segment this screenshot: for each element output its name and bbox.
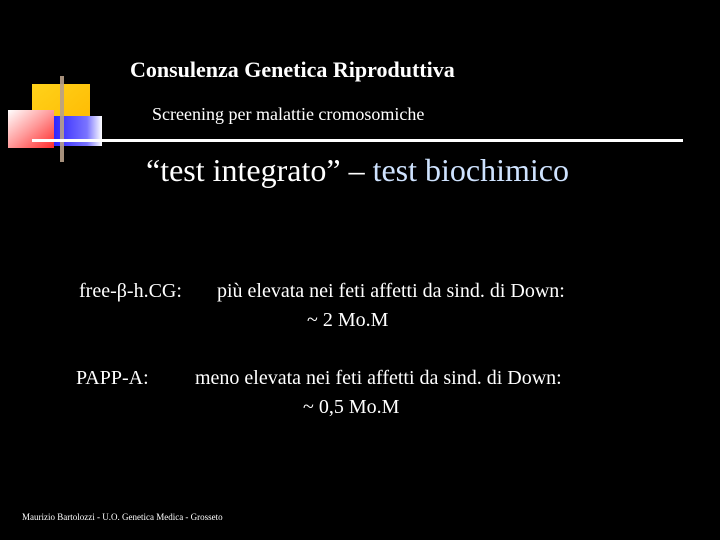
logo-red-square — [8, 110, 54, 148]
slide-subtitle: Screening per malattie cromosomiche — [152, 104, 425, 124]
marker-description-free-beta-hcg: più elevata nei feti affetti da sind. di Down: — [217, 280, 565, 302]
slide-title: Consulenza Genetica Riproduttiva — [130, 57, 455, 82]
header-divider — [32, 139, 683, 142]
decorative-squares-logo — [6, 76, 106, 162]
footer-credit: Maurizio Bartolozzi - U.O. Genetica Medica - Grosseto — [22, 512, 223, 522]
section-heading — [146, 152, 569, 189]
marker-value-papp-a: ~ 0,5 Mo.M — [303, 396, 400, 418]
heading-part-biochemical: test biochimico — [372, 152, 569, 188]
marker-value-free-beta-hcg: ~ 2 Mo.M — [307, 309, 389, 331]
marker-label-free-beta-hcg: free-β-h.CG: — [79, 280, 182, 302]
marker-label-papp-a: PAPP-A: — [76, 367, 149, 389]
heading-part-integrated: “test integrato” – — [146, 152, 373, 188]
marker-description-papp-a: meno elevata nei feti affetti da sind. di Down: — [195, 367, 562, 389]
